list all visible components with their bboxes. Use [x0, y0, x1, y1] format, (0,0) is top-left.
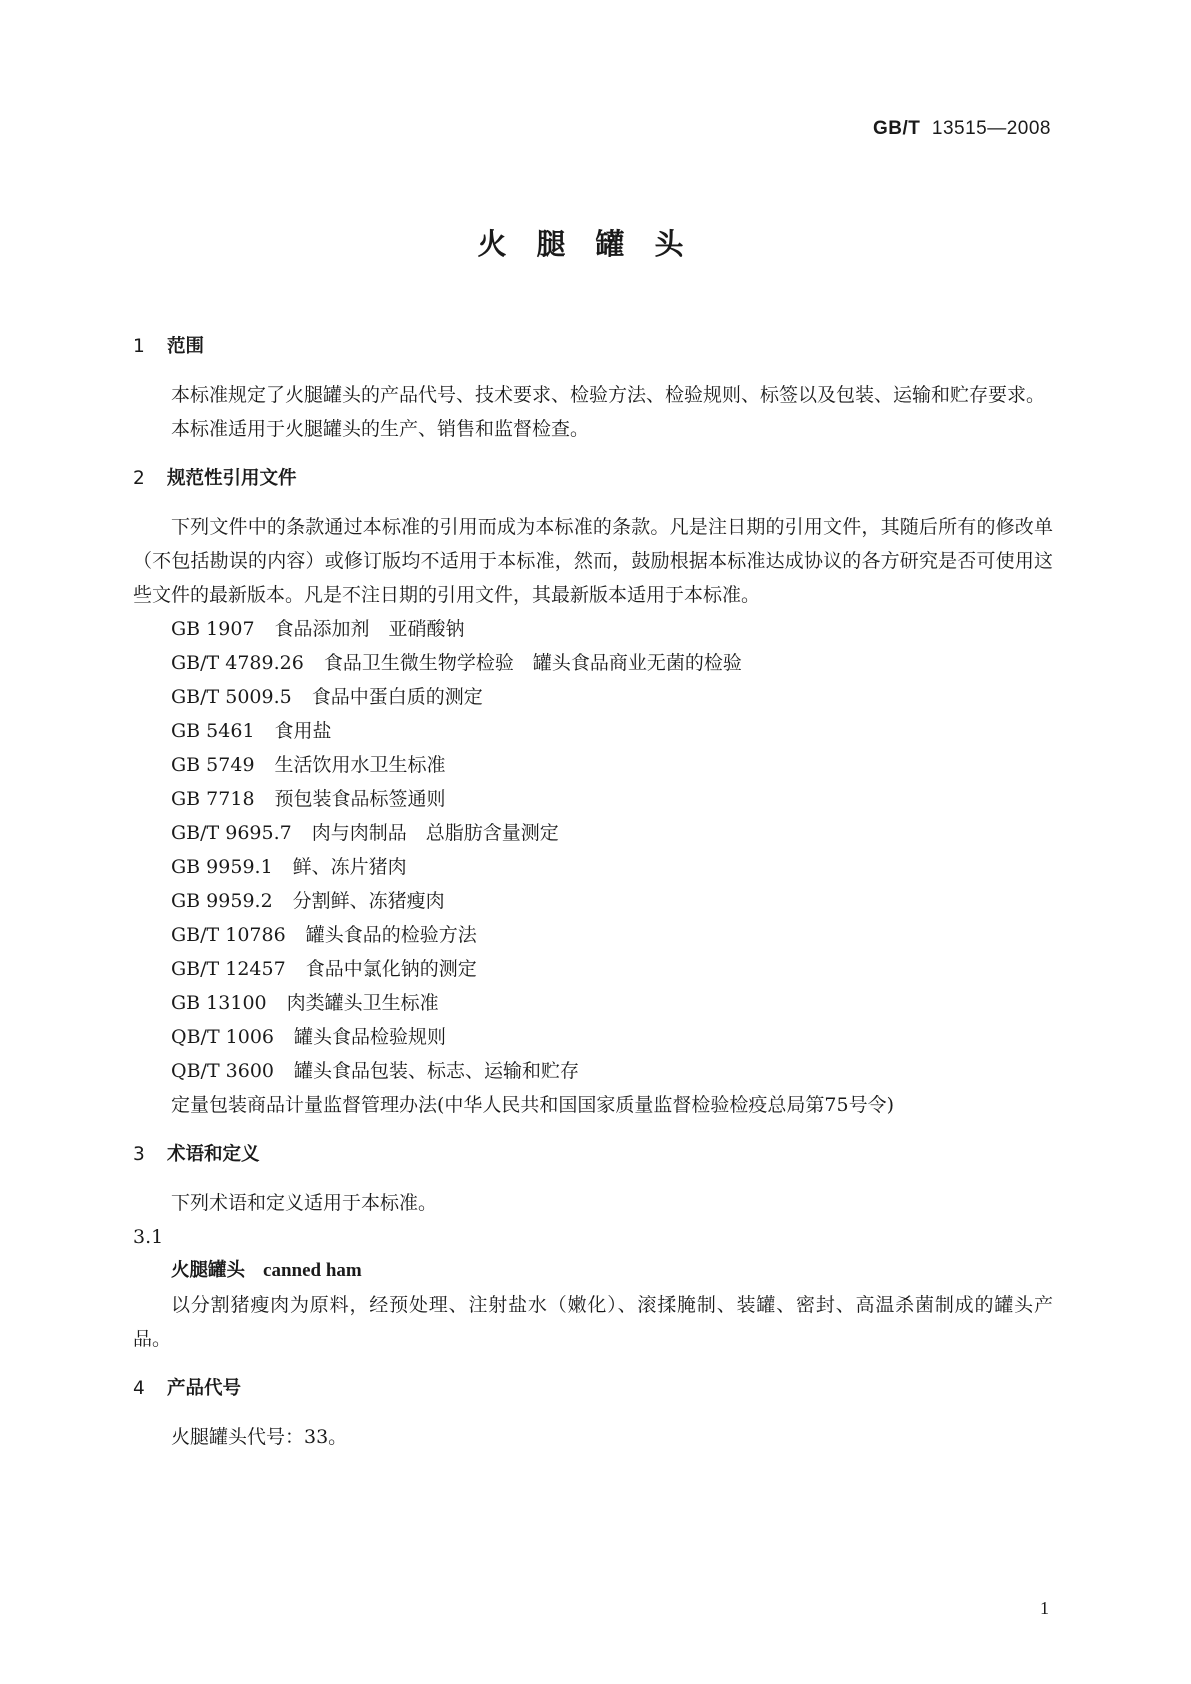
reference-item	[133, 782, 1053, 816]
reference-code: GB 9959.2	[171, 890, 273, 912]
reference-code: GB/T 9695.7	[171, 822, 292, 844]
page-number: 1	[1040, 1598, 1049, 1618]
reference-item-regulation: 定量包装商品计量监督管理办法(中华人民共和国国家质量监督检验检疫总局第75号令)	[171, 1094, 895, 1116]
reference-list	[133, 612, 1053, 1122]
reference-code: GB/T 5009.5	[171, 686, 292, 708]
reference-item	[133, 918, 1053, 952]
section-number: 3	[133, 1144, 145, 1165]
reference-code: GB 5749	[171, 754, 255, 776]
reference-item	[133, 714, 1053, 748]
reference-code: GB/T 12457	[171, 958, 286, 980]
section-title: 规范性引用文件	[167, 468, 297, 489]
reference-title: 鲜、冻片猪肉	[292, 856, 407, 878]
reference-item	[133, 850, 1053, 884]
term-definition: 以分割猪瘦肉为原料，经预处理、注射盐水（嫩化）、滚揉腌制、装罐、密封、高温杀菌制成的罐头产品。	[133, 1294, 1053, 1350]
section-title: 范围	[167, 336, 205, 357]
reference-item	[133, 884, 1053, 918]
reference-title: 预包装食品标签通则	[274, 788, 446, 810]
reference-title: 食品添加剂 亚硝酸钠	[274, 618, 465, 640]
reference-title: 罐头食品的检验方法	[305, 924, 477, 946]
reference-code: QB/T 1006	[171, 1026, 275, 1048]
standard-number: 13515—2008	[931, 118, 1051, 139]
product-code-text: 火腿罐头代号：33。	[171, 1426, 348, 1448]
reference-code: GB 7718	[171, 788, 255, 810]
reference-item	[133, 680, 1053, 714]
section-scope-heading	[133, 330, 1053, 364]
reference-title: 肉与肉制品 总脂肪含量测定	[311, 822, 559, 844]
standard-code	[873, 118, 1051, 140]
section-references-heading	[133, 462, 1053, 496]
reference-item	[133, 612, 1053, 646]
reference-title: 罐头食品检验规则	[294, 1026, 447, 1048]
document-title: 火腿罐头	[477, 227, 714, 261]
document-body	[133, 330, 1053, 1454]
section-title: 产品代号	[167, 1378, 242, 1399]
reference-title: 分割鲜、冻猪瘦肉	[292, 890, 445, 912]
section-product-code-heading	[133, 1372, 1053, 1406]
reference-code: GB/T 4789.26	[171, 652, 304, 674]
section-title: 术语和定义	[167, 1144, 260, 1165]
reference-item	[133, 1054, 1053, 1088]
reference-code: GB 5461	[171, 720, 255, 742]
scope-paragraph: 本标准适用于火腿罐头的生产、销售和监督检查。	[171, 418, 590, 440]
reference-item	[133, 748, 1053, 782]
reference-item	[133, 952, 1053, 986]
section-number: 2	[133, 468, 145, 489]
standard-prefix: GB/T	[872, 118, 921, 139]
terms-intro: 下列术语和定义适用于本标准。	[171, 1192, 438, 1214]
reference-title: 生活饮用水卫生标准	[274, 754, 446, 776]
reference-title: 食用盐	[274, 720, 332, 742]
section-terms-heading	[133, 1138, 1053, 1172]
reference-title: 肉类罐头卫生标准	[286, 992, 439, 1014]
scope-paragraph: 本标准规定了火腿罐头的产品代号、技术要求、检验方法、检验规则、标签以及包装、运输和贮存要求。	[171, 384, 1046, 406]
term-heading	[133, 1254, 1053, 1288]
reference-item	[133, 986, 1053, 1020]
reference-code: GB 1907	[171, 618, 255, 640]
reference-item	[133, 816, 1053, 850]
section-number: 1	[133, 336, 145, 357]
term-chinese: 火腿罐头	[171, 1260, 246, 1281]
reference-title: 罐头食品包装、标志、运输和贮存	[294, 1060, 580, 1082]
section-number: 4	[133, 1378, 145, 1399]
reference-title: 食品中蛋白质的测定	[311, 686, 483, 708]
reference-title: 食品卫生微生物学检验 罐头食品商业无菌的检验	[323, 652, 742, 674]
reference-code: QB/T 3600	[171, 1060, 275, 1082]
reference-item	[133, 646, 1053, 680]
references-intro: 下列文件中的条款通过本标准的引用而成为本标准的条款。凡是注日期的引用文件，其随后所有的修改单（不包括勘误的内容）或修订版均不适用于本标准，然而，鼓励根据本标准达成协议的各方研究是否可使用这些文件的最新版本。凡是不注日期的引用文件，其最新版本适用于本标准。	[133, 516, 1053, 606]
reference-title: 食品中氯化钠的测定	[305, 958, 477, 980]
reference-code: GB 9959.1	[171, 856, 273, 878]
reference-code: GB/T 10786	[171, 924, 286, 946]
reference-code: GB 13100	[171, 992, 267, 1014]
reference-item	[133, 1020, 1053, 1054]
term-english: canned ham	[263, 1260, 362, 1281]
clause-number: 3.1	[133, 1226, 164, 1248]
